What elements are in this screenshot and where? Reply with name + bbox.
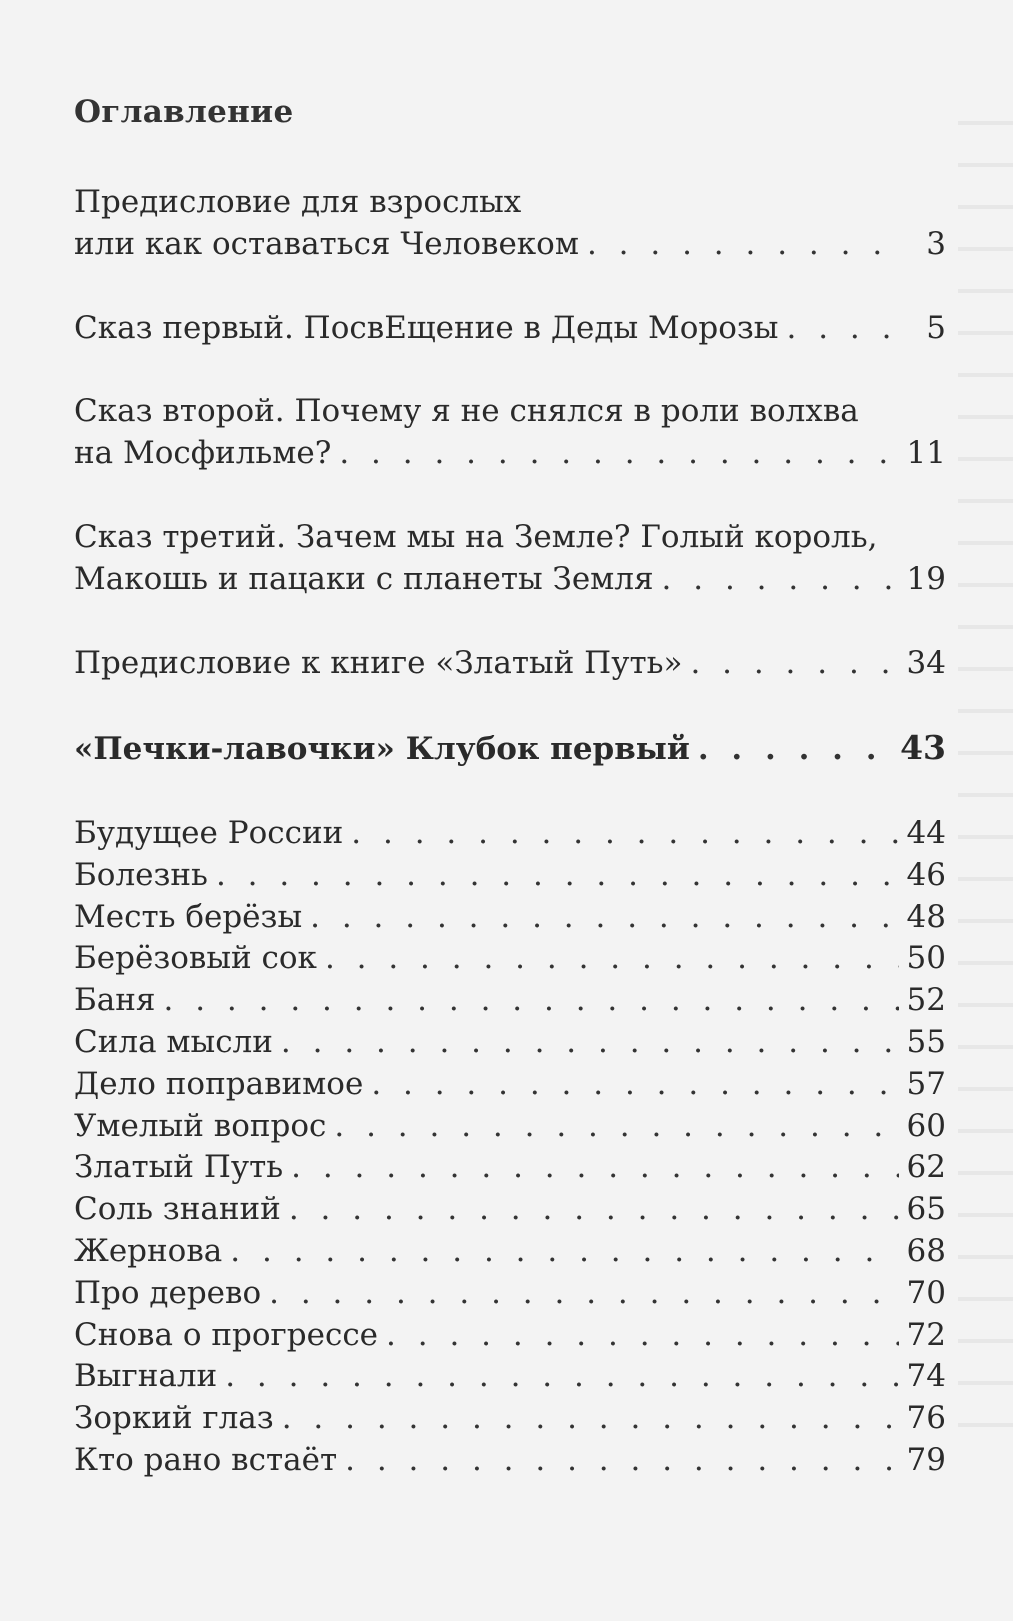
toc-item	[74, 1064, 946, 1105]
entry-title-line1: Предисловие к книге «Златый Путь»	[74, 645, 683, 681]
toc-item	[74, 813, 946, 854]
page-number: 60	[906, 1108, 946, 1144]
toc-item	[74, 855, 946, 896]
toc-entry	[74, 307, 946, 349]
page-number: 62	[906, 1149, 946, 1185]
page-number: 70	[906, 1275, 946, 1311]
toc-title: Оглавление	[74, 94, 294, 130]
item-title: Баня	[74, 982, 156, 1018]
page-number: 48	[906, 899, 946, 935]
item-title: Зоркий глаз	[74, 1400, 274, 1436]
toc-item	[74, 1273, 946, 1314]
entry-title-line2: или как оставаться Человеком	[74, 226, 579, 262]
page-number: 52	[906, 982, 946, 1018]
toc-entry	[74, 516, 946, 600]
dot-leader	[282, 1398, 899, 1439]
dot-leader	[339, 432, 898, 474]
item-title: Месть берёзы	[74, 899, 303, 935]
entry-title-line1: Предисловие для взрослых	[74, 184, 522, 220]
dot-leader	[225, 1356, 898, 1397]
toc-item	[74, 1440, 946, 1481]
dot-leader	[230, 1231, 898, 1272]
item-title: Жернова	[74, 1233, 223, 1269]
item-title: Златый Путь	[74, 1149, 284, 1185]
dot-leader	[269, 1273, 898, 1314]
toc-entry	[74, 181, 946, 265]
page-number: 74	[906, 1358, 946, 1394]
item-title: Умелый вопрос	[74, 1108, 327, 1144]
page-number: 79	[906, 1442, 946, 1478]
toc-entry	[74, 642, 946, 684]
entry-title-line2: на Мосфильме?	[74, 435, 332, 471]
dot-leader	[325, 938, 899, 979]
toc-item	[74, 897, 946, 938]
item-title: Кто рано встаёт	[74, 1442, 338, 1478]
entry-title-line1: Сказ второй. Почему я не снялся в роли волхва	[74, 393, 859, 429]
dot-leader	[291, 1147, 898, 1188]
dot-leader	[310, 897, 898, 938]
dot-leader	[662, 558, 899, 600]
toc-item	[74, 1022, 946, 1063]
toc-item	[74, 1106, 946, 1147]
item-title: Выгнали	[74, 1358, 218, 1394]
toc-item	[74, 1189, 946, 1230]
dot-leader	[690, 642, 898, 684]
toc-section-heading	[74, 727, 946, 770]
dot-leader	[216, 855, 899, 896]
page-number: 65	[906, 1191, 946, 1227]
page-number: 11	[906, 435, 946, 471]
page-number: 44	[906, 815, 946, 851]
dot-leader	[289, 1189, 899, 1230]
page-number: 19	[906, 561, 946, 597]
page-number: 3	[926, 226, 946, 262]
dot-leader	[386, 1315, 899, 1356]
entry-title-line1: Сказ третий. Зачем мы на Земле? Голый король,	[74, 519, 878, 555]
item-title: Берёзовый сок	[74, 940, 317, 976]
toc-item	[74, 1231, 946, 1272]
toc-item	[74, 980, 946, 1021]
dot-leader	[351, 813, 898, 854]
dot-leader	[281, 1022, 899, 1063]
show-through-text	[958, 95, 1013, 1455]
entry-title-line2: Макошь и пацаки с планеты Земля	[74, 561, 654, 597]
page-number: 34	[906, 645, 946, 681]
page-number: 57	[906, 1066, 946, 1102]
item-title: Сила мысли	[74, 1024, 273, 1060]
page-number: 72	[906, 1317, 946, 1353]
item-title: Будущее России	[74, 815, 344, 851]
dot-leader	[163, 980, 898, 1021]
item-title: Болезнь	[74, 857, 208, 893]
page-number: 68	[906, 1233, 946, 1269]
section-title: «Печки-лавочки» Клубок первый	[74, 731, 690, 767]
dot-leader	[334, 1106, 898, 1147]
toc-item	[74, 938, 946, 979]
toc-item	[74, 1356, 946, 1397]
item-title: Снова о прогрессе	[74, 1317, 379, 1353]
page-number: 76	[906, 1400, 946, 1436]
dot-leader	[786, 307, 904, 349]
page-number: 50	[906, 940, 946, 976]
dot-leader	[698, 728, 892, 770]
toc-item	[74, 1147, 946, 1188]
toc-item	[74, 1398, 946, 1439]
item-title: Дело поправимое	[74, 1066, 364, 1102]
page-number: 43	[900, 728, 946, 767]
item-title: Соль знаний	[74, 1191, 281, 1227]
toc-entry	[74, 390, 946, 474]
dot-leader	[587, 223, 904, 265]
entry-title-line1: Сказ первый. ПосвЕщение в Деды Морозы	[74, 310, 779, 346]
page-number: 46	[906, 857, 946, 893]
dot-leader	[345, 1440, 898, 1481]
dot-leader	[371, 1064, 898, 1105]
page-number: 5	[926, 310, 946, 346]
page-number: 55	[906, 1024, 946, 1060]
item-title: Про дерево	[74, 1275, 262, 1311]
toc-item	[74, 1315, 946, 1356]
